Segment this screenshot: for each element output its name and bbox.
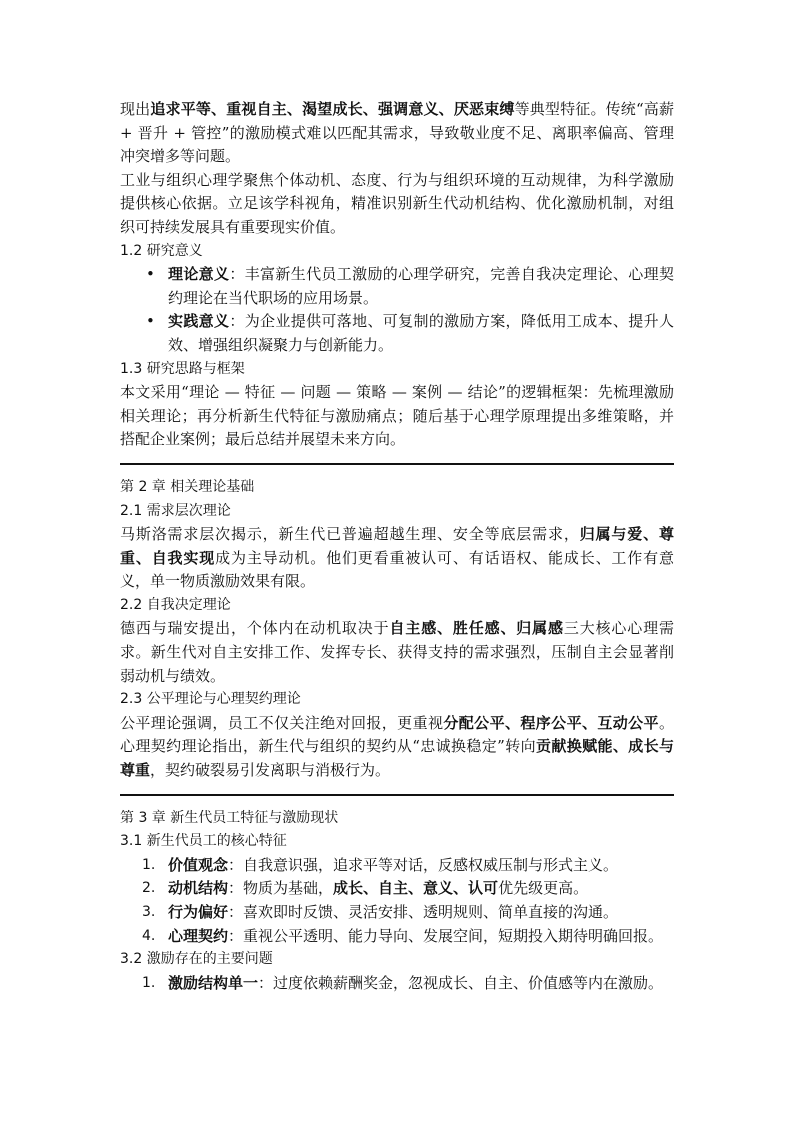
item-term: 实践意义	[168, 312, 230, 331]
equity-paragraph	[120, 712, 674, 783]
chapter-divider	[120, 463, 674, 465]
text-span: 等典型特征。传统“高薪 + 晋升 + 管控”的激励模式难以匹配其需求，导致敬业度不足、离职率偏高、管理冲突增多等问题。	[120, 100, 674, 166]
item-text: 自我意识强，追求平等对话，反感权威压制与形式主义。	[243, 855, 619, 874]
emphasis-text: 贡献换赋能、成长与尊重	[120, 737, 674, 780]
item-number: 4.	[142, 927, 156, 944]
item-text: 过度依赖薪酬奖金，忽视成长、自主、价值感等内在激励。	[273, 973, 664, 992]
item-number: 2.	[142, 880, 156, 897]
item-term: 行为偏好	[168, 903, 229, 921]
text-span: ，契约破裂易引发离职与消极行为。	[150, 761, 391, 780]
item-text: 为企业提供可落地、可复制的激励方案，降低用工成本、提升人效、增强组织凝聚力与创新能力。	[168, 312, 674, 354]
item-term: 价值观念	[168, 855, 229, 874]
separator: ：	[229, 312, 245, 331]
text-span: 公平理论强调，员工不仅关注绝对回报，更重视	[120, 713, 444, 732]
emphasis-text: 成长、自主、意义、认可	[333, 879, 499, 898]
text-span: 三大核心心理需求。新生代对自主安排工作、发挥专长、获得支持的需求强烈，压制自主会显著削弱动机与绩效。	[120, 619, 674, 685]
intro-paragraph-1	[120, 98, 674, 169]
framework-paragraph: 本文采用“理论 — 特征 — 问题 — 策略 — 案例 — 结论”的逻辑框架：先梳理激励相关理论；再分析新生代特征与激励痛点；随后基于心理学原理提出多维策略，并搭配企业案例；最后总结并展望未来方向。	[120, 383, 674, 449]
item-term: 心理契约	[168, 926, 229, 945]
section-heading-3-1: 3.1 新生代员工的核心特征	[120, 833, 287, 850]
list-item	[120, 310, 674, 357]
sdt-paragraph	[120, 617, 674, 688]
item-text: 物质为基础，	[243, 879, 334, 898]
section-heading-2-3: 2.3 公平理论与心理契约理论	[120, 691, 301, 708]
bullet-icon: •	[146, 265, 155, 284]
list-item	[120, 925, 674, 949]
item-text: 丰富新生代员工激励的心理学研究，完善自我决定理论、心理契约理论在当代职场的应用场景。	[168, 265, 674, 307]
separator: ：	[228, 879, 244, 898]
chapter-title-2: 第 2 章 相关理论基础	[120, 478, 255, 495]
item-number: 3.	[142, 904, 156, 920]
section-heading-2-1: 2.1 需求层次理论	[120, 502, 231, 519]
emphasis-text: 自主感、胜任感、归属感	[389, 619, 564, 638]
section-heading-1-2: 1.2 研究意义	[120, 242, 203, 259]
list-item	[120, 263, 674, 310]
intro-paragraph-2: 工业与组织心理学聚焦个体动机、态度、行为与组织环境的互动规律，为科学激励提供核心依据。立足该学科视角，精准识别新生代动机结构、优化激励机制，对组织可持续发展具有重要现实价值。	[120, 170, 674, 236]
item-text: 优先级更高。	[498, 879, 589, 898]
text-span: 成为主导动机。他们更看重被认可、有话语权、能成长、工作有意义，单一物质激励效果有限。	[120, 548, 674, 591]
maslow-paragraph	[120, 523, 674, 594]
item-term: 理论意义	[168, 265, 230, 284]
list-item	[120, 854, 674, 878]
separator: ：	[228, 926, 244, 945]
emphasis-text: 分配公平、程序公平、互动公平	[443, 713, 659, 732]
significance-list	[120, 263, 674, 357]
emphasis-text: 归属与爱、尊重、自我实现	[120, 525, 674, 567]
item-text: 重视公平透明、能力导向、发展空间，短期投入期待明确回报。	[243, 926, 664, 945]
item-term: 动机结构	[168, 879, 229, 898]
section-heading-1-3: 1.3 研究思路与框架	[120, 360, 245, 377]
list-item	[120, 972, 674, 996]
text-span: 现出	[120, 100, 151, 118]
chapter-divider	[120, 794, 674, 796]
separator: ：	[229, 265, 245, 284]
chapter-title-3: 第 3 章 新生代员工特征与激励现状	[120, 809, 339, 826]
problems-list	[120, 972, 674, 996]
section-heading-2-2: 2.2 自我决定理论	[120, 596, 231, 613]
separator: ：	[228, 903, 244, 921]
features-list	[120, 854, 674, 948]
item-number: 1.	[142, 856, 156, 873]
section-heading-3-2: 3.2 激励存在的主要问题	[120, 951, 273, 968]
list-item	[120, 877, 674, 901]
bullet-icon: •	[146, 312, 155, 331]
text-span: 德西与瑞安提出，个体内在动机取决于	[120, 619, 390, 638]
item-term: 激励结构单一	[168, 973, 259, 992]
text-span: 。	[658, 713, 674, 732]
list-item	[120, 901, 674, 925]
item-text: 喜欢即时反馈、灵活安排、透明规则、简单直接的沟通。	[243, 903, 619, 921]
emphasis-text: 追求平等、重视自主、渴望成长、强调意义、厌恶束缚	[150, 100, 515, 118]
separator: ：	[228, 855, 244, 874]
text-span: 心理契约理论指出，新生代与组织的契约从“忠诚换稳定”转向	[120, 737, 536, 756]
item-number: 1.	[142, 974, 156, 991]
text-span: 马斯洛需求层次揭示，新生代已普遍超越生理、安全等底层需求，	[120, 525, 580, 544]
document-page	[120, 98, 674, 995]
separator: ：	[258, 973, 274, 992]
